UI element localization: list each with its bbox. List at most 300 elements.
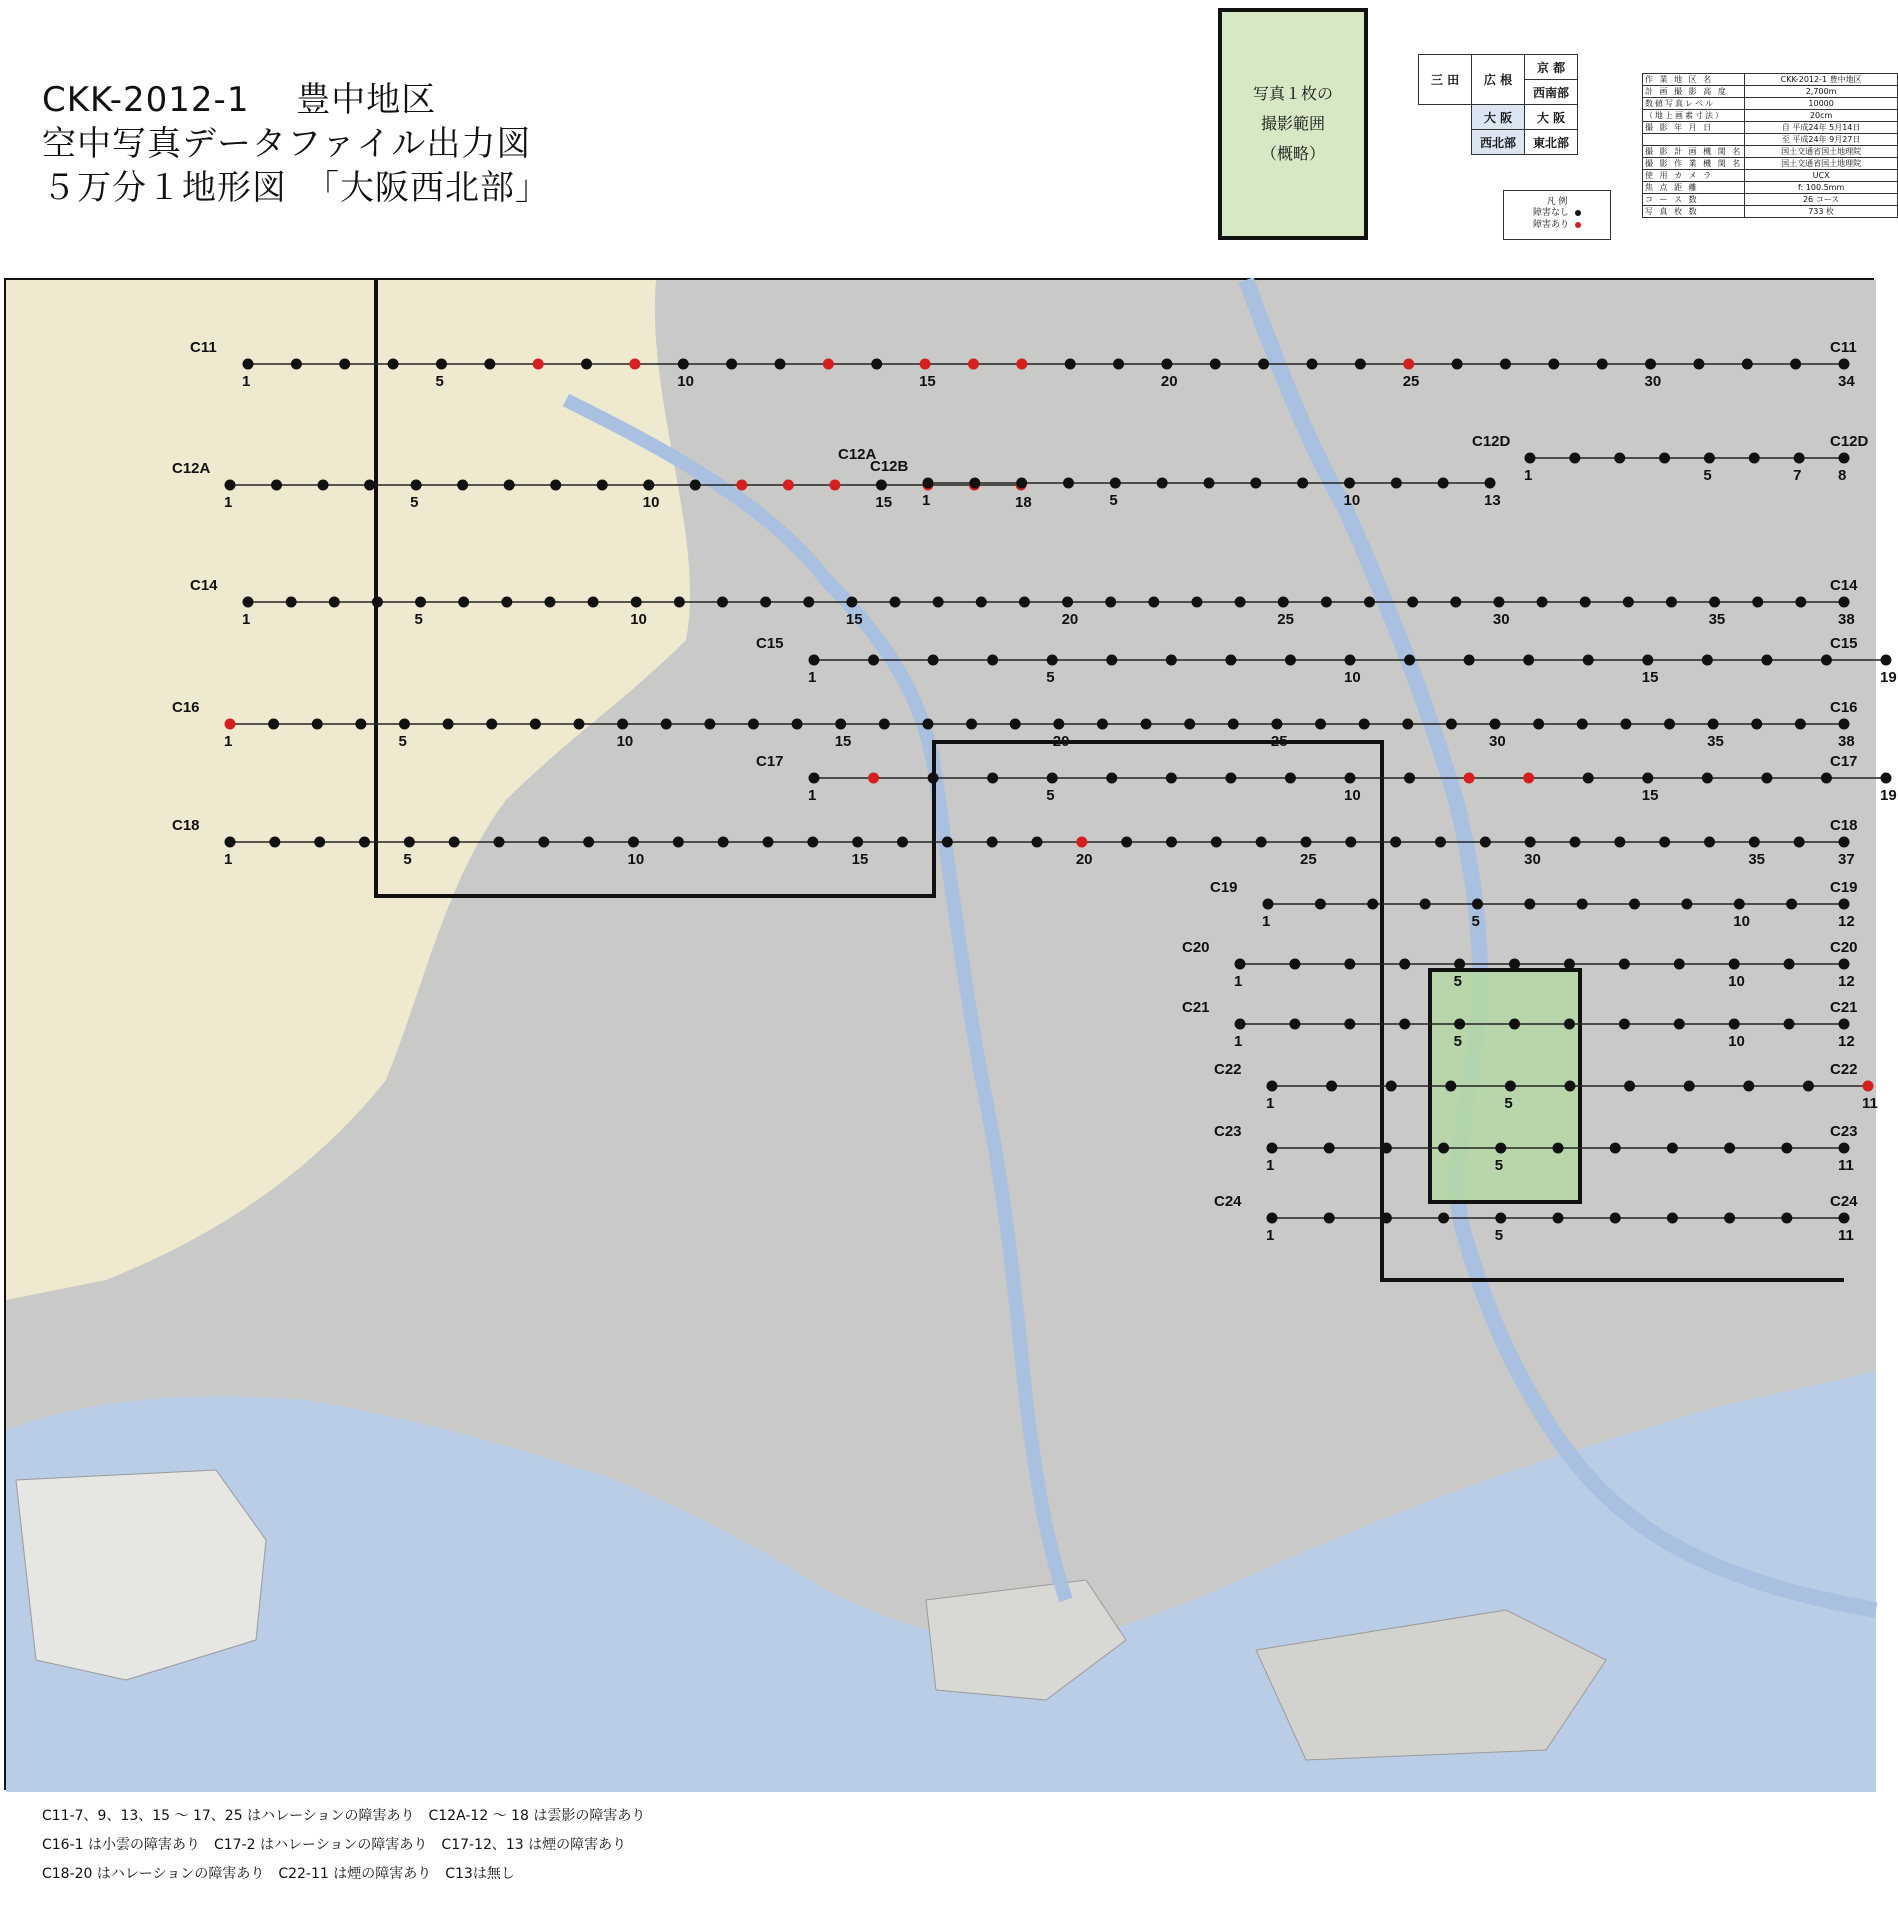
photo-point	[890, 597, 901, 608]
photo-number-label: 10	[1728, 1033, 1745, 1050]
photo-point	[1345, 655, 1356, 666]
course-label-right: C12D	[1830, 433, 1869, 450]
index-cell-blank	[1419, 105, 1472, 155]
photo-point	[1267, 1143, 1278, 1154]
photo-point	[1667, 1143, 1678, 1154]
info-row	[1643, 158, 1898, 170]
photo-point	[1708, 719, 1719, 730]
course-label-left: C18	[172, 817, 200, 834]
photo-point	[1565, 1081, 1576, 1092]
photo-point	[969, 478, 980, 489]
photo-point	[1464, 655, 1475, 666]
photo-point	[1399, 1019, 1410, 1030]
photo-point	[1803, 1081, 1814, 1092]
photo-number-label: 30	[1492, 611, 1510, 628]
photo-point	[1553, 1213, 1564, 1224]
legend-row-ok	[1504, 207, 1610, 219]
course-label-left: C22	[1214, 1061, 1242, 1078]
legend-row-ng	[1504, 219, 1610, 231]
photo-point	[1019, 597, 1030, 608]
photo-point	[359, 837, 370, 848]
survey-info-table	[1642, 73, 1898, 218]
course-label-left: C14	[190, 577, 218, 594]
photo-point	[928, 773, 939, 784]
map-legend	[1503, 190, 1611, 240]
photo-point	[1839, 1213, 1850, 1224]
photo-point	[1659, 453, 1670, 464]
photo-number-label: 20	[1061, 611, 1079, 628]
photo-number-label: 1	[1266, 1095, 1275, 1112]
photo-point	[809, 655, 820, 666]
photo-point	[1839, 1143, 1850, 1154]
photo-point	[1065, 359, 1076, 370]
photo-point	[1629, 899, 1640, 910]
photo-point	[1724, 1213, 1735, 1224]
photo-point	[494, 837, 505, 848]
photo-point	[928, 655, 939, 666]
photo-point	[1821, 773, 1832, 784]
photo-point-obstructed	[225, 719, 236, 730]
photo-point	[1674, 959, 1685, 970]
photo-point	[1344, 1019, 1355, 1030]
info-value: 20cm	[1745, 110, 1898, 122]
info-key: 撮 影 計 画 機 関 名	[1643, 146, 1745, 158]
info-key: 作 業 地 区 名	[1643, 74, 1745, 86]
course-label-left: C24	[1214, 1193, 1242, 1210]
course-label-right: C14	[1830, 577, 1858, 594]
photo-point	[443, 719, 454, 730]
photo-point	[1681, 899, 1692, 910]
photo-number-label: 12	[1838, 1033, 1855, 1050]
photo-point	[1749, 453, 1760, 464]
photo-number-label: 38	[1838, 733, 1855, 750]
photo-point	[1645, 359, 1656, 370]
photo-point	[879, 719, 890, 730]
photo-point	[404, 837, 415, 848]
photo-point	[748, 719, 759, 730]
info-key: 使 用 カ メ ラ	[1643, 170, 1745, 182]
photo-point	[673, 837, 684, 848]
photo-number-label: 15	[845, 611, 863, 628]
photo-point	[1795, 597, 1806, 608]
notes	[42, 1802, 645, 1889]
photo-point	[1105, 597, 1116, 608]
title-line-1: CKK-2012-1 豊中地区	[42, 80, 437, 120]
photo-point	[1324, 1143, 1335, 1154]
photo-point	[1402, 719, 1413, 730]
photo-point	[1500, 359, 1511, 370]
photo-point	[1345, 837, 1356, 848]
index-map-table	[1418, 54, 1578, 155]
photo-point	[457, 480, 468, 491]
photo-point	[1355, 359, 1366, 370]
photo-point	[1386, 1081, 1397, 1092]
photo-number-label: 12	[1838, 913, 1855, 930]
photo-point	[1452, 359, 1463, 370]
photo-point	[868, 655, 879, 666]
course-label-left: C15	[756, 635, 784, 652]
photo-point	[355, 719, 366, 730]
note-line-1: C11-7、9、13、15 ～ 17、25 はハレーションの障害あり C12A-12 ～ 18 は雲影の障害あり	[42, 1808, 646, 1824]
info-row	[1643, 170, 1898, 182]
photo-point	[1438, 1143, 1449, 1154]
photo-point	[1285, 773, 1296, 784]
photo-point	[1225, 655, 1236, 666]
photo-point	[852, 837, 863, 848]
photo-number-label: 5	[410, 494, 419, 511]
info-value: UCX	[1745, 170, 1898, 182]
photo-coverage-legend	[1218, 8, 1368, 240]
photo-point	[1761, 773, 1772, 784]
photo-point	[436, 359, 447, 370]
photo-point	[1839, 359, 1850, 370]
photo-point	[1839, 719, 1850, 730]
photo-number-label: 20	[1075, 851, 1093, 868]
photo-point	[628, 837, 639, 848]
photo-point	[678, 359, 689, 370]
photo-number-label: 1	[242, 373, 251, 390]
legend-label-ng: 障害あり	[1532, 220, 1569, 230]
photo-number-label: 1	[1234, 1033, 1243, 1050]
reclaimed-island-west	[16, 1470, 266, 1680]
index-cell-kyoto: 京 都	[1525, 55, 1578, 80]
course-label-left: C16	[172, 699, 200, 716]
photo-point	[1495, 1213, 1506, 1224]
photo-point	[846, 597, 857, 608]
photo-point	[1267, 1081, 1278, 1092]
photo-point	[1623, 597, 1634, 608]
photo-point	[1211, 837, 1222, 848]
photo-point-obstructed	[1076, 837, 1087, 848]
photo-point	[1667, 1213, 1678, 1224]
info-key: 撮 影 作 業 機 関 名	[1643, 158, 1745, 170]
photo-point	[329, 597, 340, 608]
photo-point	[573, 719, 584, 730]
photo-point	[1407, 597, 1418, 608]
photo-point	[1450, 597, 1461, 608]
photo-point	[550, 480, 561, 491]
photo-point	[1525, 453, 1536, 464]
photo-point	[1446, 719, 1457, 730]
course-label-left: C12D	[1472, 433, 1511, 450]
photo-point	[1610, 1143, 1621, 1154]
photo-point	[942, 837, 953, 848]
photo-number-label: 37	[1838, 851, 1855, 868]
photo-point	[1614, 453, 1625, 464]
photo-point	[339, 359, 350, 370]
index-cell-seinanbu: 西南部	[1525, 80, 1578, 105]
legend-label-ok: 障害なし	[1532, 208, 1569, 218]
photo-point	[286, 597, 297, 608]
photo-point	[1235, 959, 1246, 970]
photo-point	[897, 837, 908, 848]
photo-point	[704, 719, 715, 730]
info-key: 数値写真レベル	[1643, 98, 1745, 110]
photo-point	[1359, 719, 1370, 730]
photo-point	[225, 480, 236, 491]
photo-point-obstructed	[829, 480, 840, 491]
photo-point	[1480, 837, 1491, 848]
photo-point	[1702, 773, 1713, 784]
photo-number-label: 12	[1838, 973, 1855, 990]
photo-point	[1881, 655, 1892, 666]
info-value: 国土交通省国土地理院	[1745, 158, 1898, 170]
photo-point	[1564, 959, 1575, 970]
course-label-right: C16	[1830, 699, 1858, 716]
photo-point	[1548, 359, 1559, 370]
photo-point	[871, 359, 882, 370]
photo-point	[271, 480, 282, 491]
photo-point	[1839, 453, 1850, 464]
photo-point	[1326, 1081, 1337, 1092]
photo-point	[269, 837, 280, 848]
photo-number-label: 5	[1453, 973, 1462, 990]
photo-point	[1839, 959, 1850, 970]
photo-point	[876, 480, 887, 491]
photo-number-label: 1	[808, 787, 817, 804]
info-row	[1643, 122, 1898, 134]
course-label-right: C20	[1830, 939, 1858, 956]
photo-point-obstructed	[1403, 359, 1414, 370]
photo-point	[1390, 837, 1401, 848]
photo-point	[1485, 478, 1496, 489]
photo-point	[501, 597, 512, 608]
photo-number-label: 10	[642, 494, 660, 511]
photo-point	[1106, 655, 1117, 666]
photo-point	[399, 719, 410, 730]
photo-number-label: 15	[875, 494, 893, 511]
photo-point	[1839, 597, 1850, 608]
photo-point	[1729, 1019, 1740, 1030]
photo-point	[1709, 597, 1720, 608]
info-row	[1643, 98, 1898, 110]
note-line-3: C18-20 はハレーションの障害あり C22-11 は煙の障害あり C13は無し	[42, 1866, 515, 1882]
photo-number-label: 5	[1046, 669, 1055, 686]
photo-point	[976, 597, 987, 608]
photo-point	[1204, 478, 1215, 489]
photo-point	[581, 359, 592, 370]
title-line-2: 空中写真データファイル出力図	[42, 124, 532, 164]
photo-number-label: 11	[1862, 1095, 1878, 1112]
photo-point-obstructed	[736, 480, 747, 491]
index-cell-tohokubu: 東北部	[1525, 130, 1578, 155]
photo-point	[1097, 719, 1108, 730]
photo-point	[617, 719, 628, 730]
course-label-left: C23	[1214, 1123, 1242, 1140]
photo-point	[661, 719, 672, 730]
photo-point	[1106, 773, 1117, 784]
photo-point	[1148, 597, 1159, 608]
photo-point	[1619, 959, 1630, 970]
photo-number-label: 8	[1838, 467, 1847, 484]
photo-point	[1794, 453, 1805, 464]
photo-point	[1724, 1143, 1735, 1154]
info-key: 計 画 撮 影 高 度	[1643, 86, 1745, 98]
index-cell-seihokubu: 西北部	[1472, 130, 1525, 155]
photo-point	[1749, 837, 1760, 848]
photo-point	[1664, 719, 1675, 730]
photo-point	[1704, 453, 1715, 464]
photo-point	[1047, 655, 1058, 666]
photo-point	[792, 719, 803, 730]
photo-point	[1267, 1213, 1278, 1224]
photo-number-label: 10	[630, 611, 647, 628]
photo-number-label: 1	[242, 611, 251, 628]
photo-point	[1435, 837, 1446, 848]
photo-number-label: 1	[808, 669, 817, 686]
photo-point	[1784, 1019, 1795, 1030]
photo-point	[1381, 1213, 1392, 1224]
photo-point	[388, 359, 399, 370]
map-title	[42, 78, 550, 210]
photo-point	[1263, 899, 1274, 910]
photo-point	[1166, 655, 1177, 666]
photo-point	[1784, 959, 1795, 970]
photo-point	[1157, 478, 1168, 489]
red-dot-icon	[1575, 222, 1581, 228]
course-label-right: C15	[1830, 635, 1858, 652]
photo-number-label: 25	[1270, 733, 1288, 750]
index-cell-sanda: 三 田	[1419, 55, 1472, 105]
info-row	[1643, 146, 1898, 158]
photo-point	[268, 719, 279, 730]
photo-point	[484, 359, 495, 370]
photo-point	[1674, 1019, 1685, 1030]
photo-point-obstructed	[823, 359, 834, 370]
index-cell-osaka-2: 大 阪	[1525, 105, 1578, 130]
photo-number-label: 25	[1300, 851, 1317, 868]
photo-point	[1289, 959, 1300, 970]
photo-point	[1297, 478, 1308, 489]
photo-point	[1610, 1213, 1621, 1224]
photo-point	[1010, 719, 1021, 730]
photo-point-obstructed	[968, 359, 979, 370]
course-label-right: C21	[1830, 999, 1858, 1016]
photo-point	[243, 597, 254, 608]
photo-point	[1742, 359, 1753, 370]
photo-point	[1381, 1143, 1392, 1154]
photo-number-label: 1	[922, 492, 931, 509]
photo-point	[807, 837, 818, 848]
photo-point-obstructed	[920, 359, 931, 370]
course-label-right: C24	[1830, 1193, 1858, 1210]
info-value: 10000	[1745, 98, 1898, 110]
photo-number-label: 10	[677, 373, 694, 390]
photo-number-label: 35	[1748, 851, 1766, 868]
photo-point	[225, 837, 236, 848]
photo-number-label: 19	[1880, 669, 1897, 686]
photo-number-label: 15	[1641, 787, 1659, 804]
info-value: 26 コース	[1745, 194, 1898, 206]
photo-point	[1161, 359, 1172, 370]
photo-point	[1577, 899, 1588, 910]
photo-number-label: 1	[1524, 467, 1533, 484]
map-canvas	[6, 280, 1897, 1792]
info-row	[1643, 86, 1898, 98]
photo-point	[1781, 1143, 1792, 1154]
course-label-right: C18	[1830, 817, 1858, 834]
photo-point	[597, 480, 608, 491]
photo-number-label: 30	[1524, 851, 1541, 868]
course-label-left: C21	[1182, 999, 1210, 1016]
photo-point	[1399, 959, 1410, 970]
photo-point-obstructed	[533, 359, 544, 370]
info-row	[1643, 110, 1898, 122]
info-key: 焦 点 距 離	[1643, 182, 1745, 194]
photo-point	[1166, 837, 1177, 848]
photo-number-label: 15	[919, 373, 936, 390]
photo-number-label: 15	[851, 851, 869, 868]
photo-point	[1420, 899, 1431, 910]
photo-point	[1184, 719, 1195, 730]
photo-point-obstructed	[1523, 773, 1534, 784]
photo-point	[1523, 655, 1534, 666]
photo-point	[1786, 899, 1797, 910]
photo-point	[1583, 655, 1594, 666]
photo-point	[1228, 719, 1239, 730]
photo-number-label: 13	[1484, 492, 1501, 509]
photo-number-label: 11	[1838, 1157, 1854, 1174]
photo-point	[1624, 1081, 1635, 1092]
photo-point	[1454, 1019, 1465, 1030]
photo-point-obstructed	[1863, 1081, 1874, 1092]
photo-number-label: 20	[1052, 733, 1070, 750]
photo-point	[1509, 1019, 1520, 1030]
info-value: 733 枚	[1745, 206, 1898, 218]
photo-number-label: 5	[1494, 1157, 1504, 1174]
photo-point	[966, 719, 977, 730]
photo-point	[1577, 719, 1588, 730]
course-label-right: C19	[1830, 879, 1858, 896]
photo-point	[583, 837, 594, 848]
info-row	[1643, 182, 1898, 194]
index-cell-osaka-1: 大 阪	[1472, 105, 1525, 130]
photo-point	[1258, 359, 1269, 370]
photo-point	[411, 480, 422, 491]
photo-point	[763, 837, 774, 848]
photo-point	[1729, 959, 1740, 970]
course-label-left: C12B	[870, 458, 909, 475]
photo-point	[1063, 478, 1074, 489]
photo-number-label: 1	[224, 494, 233, 511]
info-value: 2,700m	[1745, 86, 1898, 98]
title-line-3: ５万分１地形図 「大阪西北部」	[42, 168, 550, 208]
photo-point	[1619, 1019, 1630, 1030]
photo-point	[486, 719, 497, 730]
photo-point	[1659, 837, 1670, 848]
photo-point	[1839, 899, 1850, 910]
photo-point	[1301, 837, 1312, 848]
photo-point	[1839, 1019, 1850, 1030]
photo-point-obstructed	[629, 359, 640, 370]
photo-number-label: 10	[616, 733, 634, 750]
course-label-left: C19	[1210, 879, 1238, 896]
photo-point	[1790, 359, 1801, 370]
photo-point	[717, 597, 728, 608]
photo-point	[987, 655, 998, 666]
photo-number-label: 25	[1402, 373, 1420, 390]
photo-number-label: 10	[627, 851, 645, 868]
photo-point	[760, 597, 771, 608]
photo-number-label: 25	[1277, 611, 1294, 628]
photo-number-label: 38	[1838, 611, 1855, 628]
photo-point	[1666, 597, 1677, 608]
photo-number-label: 5	[1046, 787, 1055, 804]
photo-point	[1053, 719, 1064, 730]
photo-point	[1062, 597, 1073, 608]
photo-point	[1307, 359, 1318, 370]
photo-number-label: 20	[1160, 373, 1178, 390]
